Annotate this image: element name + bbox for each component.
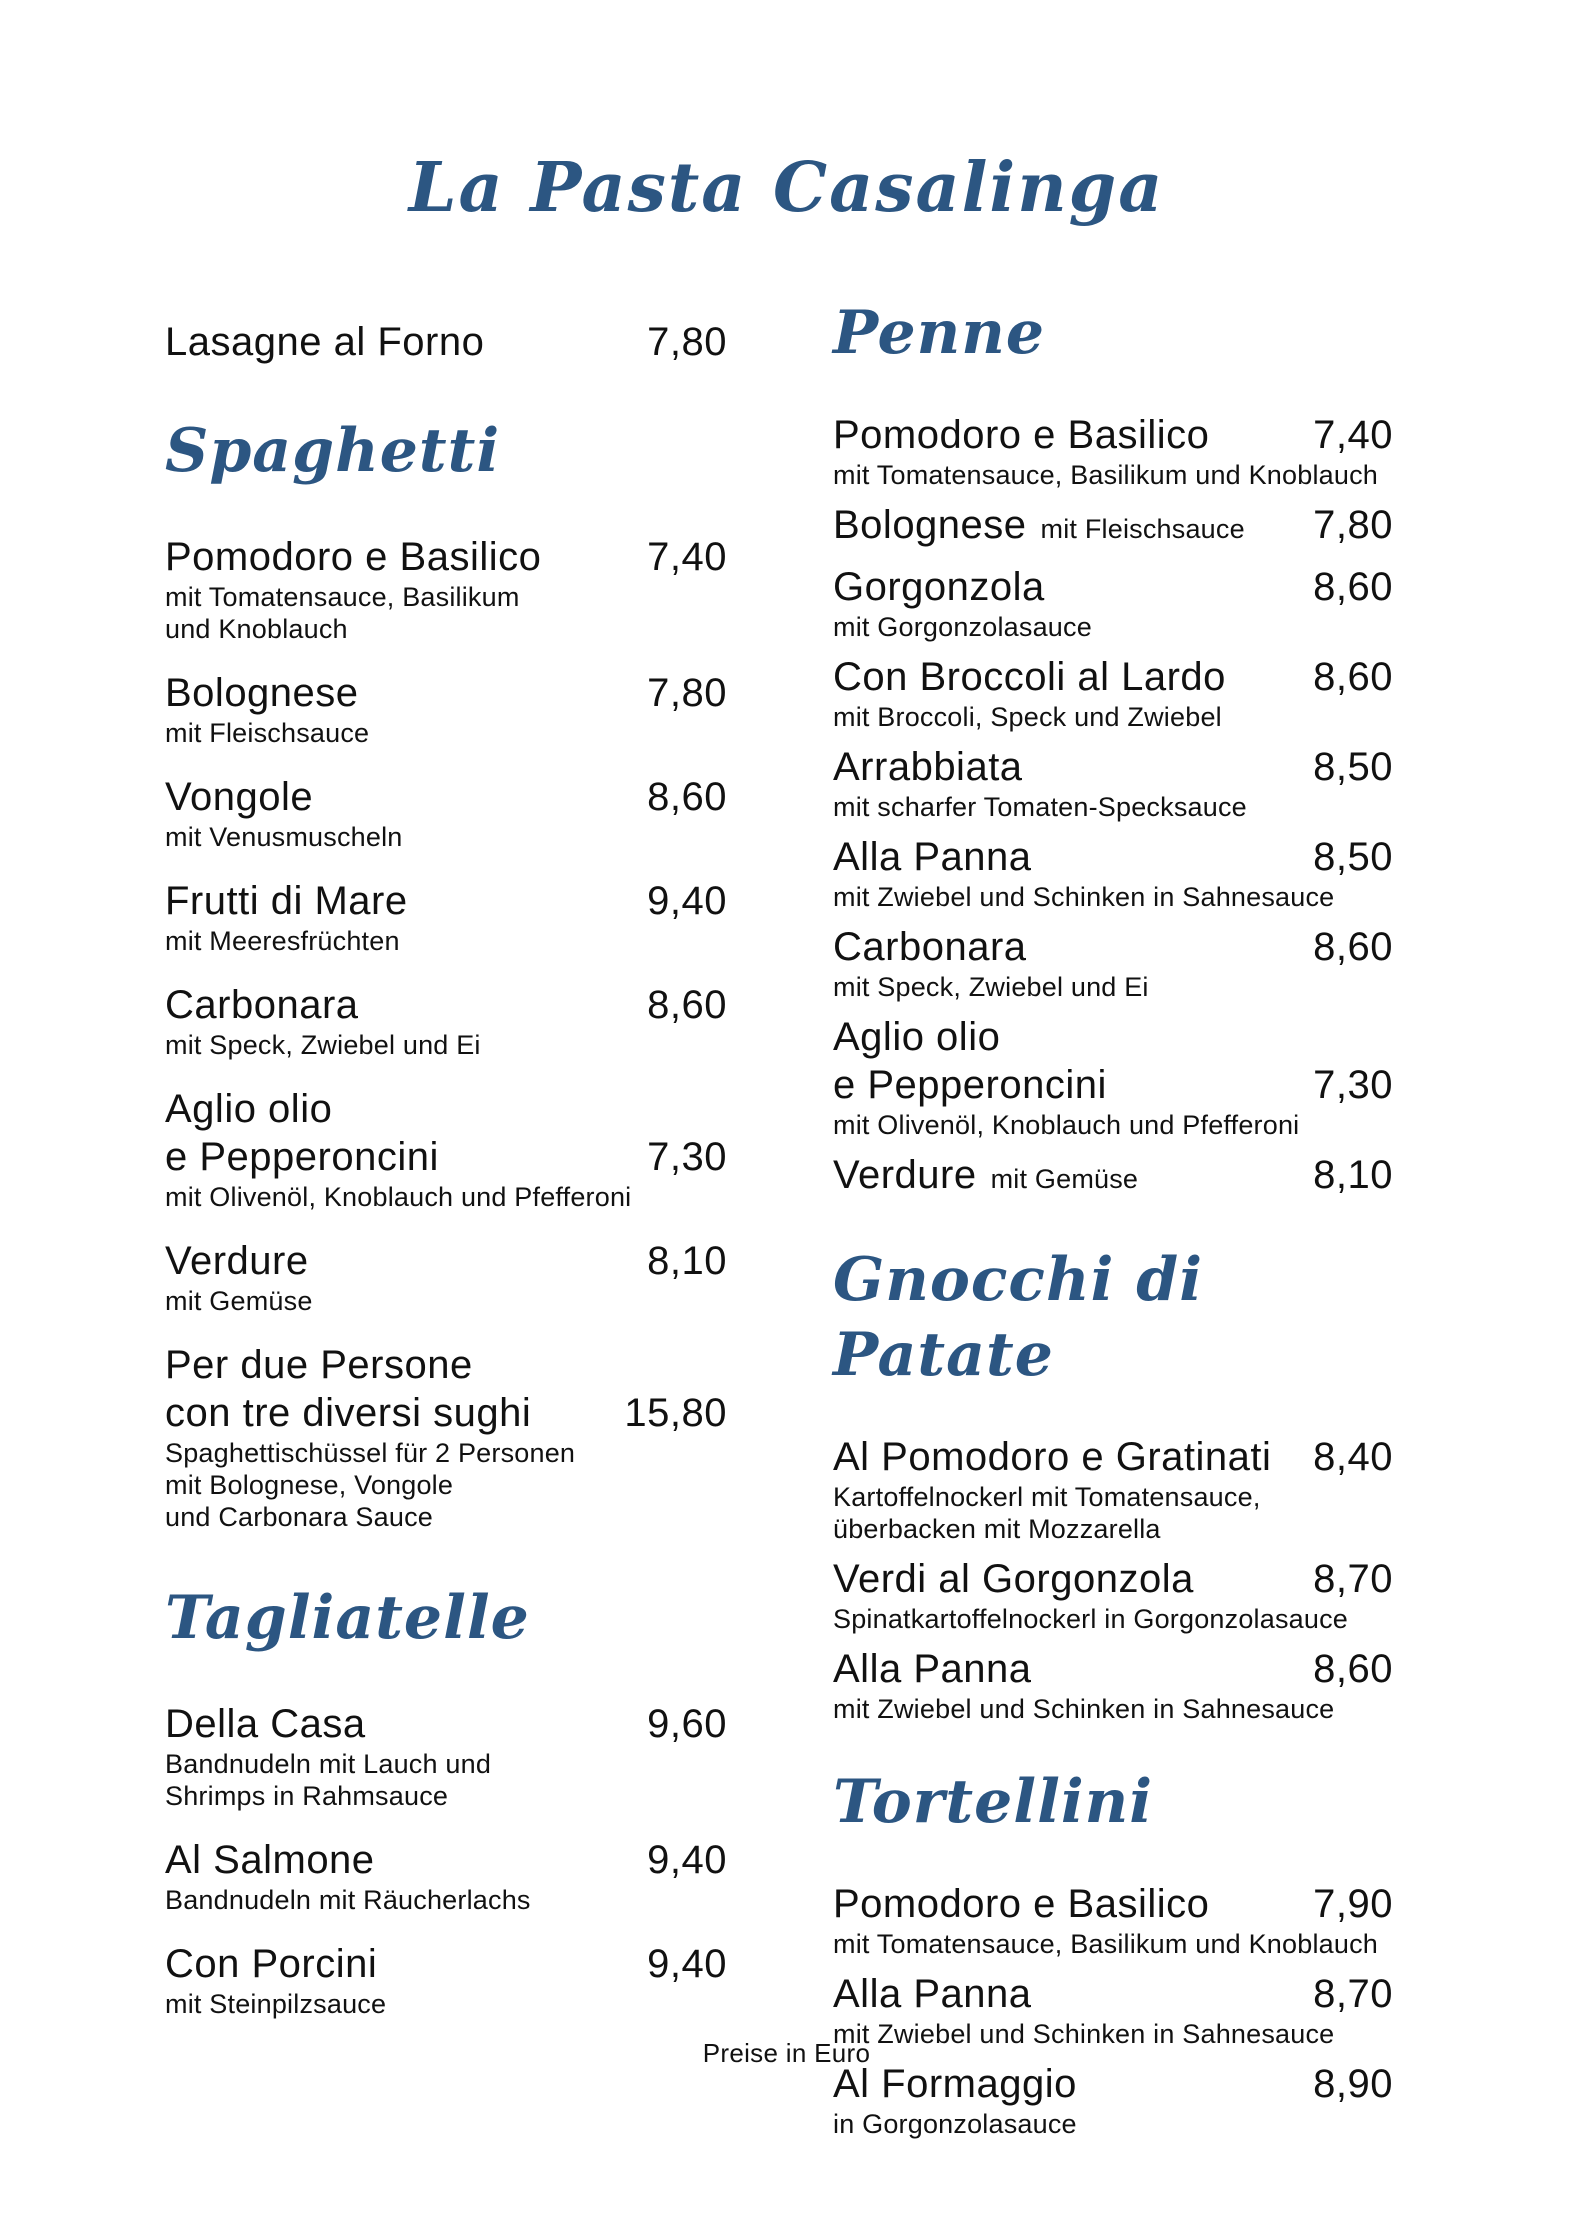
menu-item	[833, 743, 1393, 823]
item-name: Frutti di Mare	[165, 879, 408, 923]
item-name: Aglio olio	[165, 1087, 333, 1131]
item-description-line: und Knoblauch	[165, 614, 348, 644]
item-name: Alla Panna	[833, 1647, 1032, 1691]
item-price: 8,40	[1313, 1435, 1393, 1479]
item-price: 7,80	[647, 671, 727, 715]
item-price: 7,40	[647, 535, 727, 579]
item-price: 8,70	[1313, 1557, 1393, 1601]
item-description-line: mit Fleischsauce	[165, 718, 370, 748]
item-price: 8,10	[647, 1239, 727, 1283]
item-price: 8,50	[1313, 745, 1393, 789]
item-price: 8,60	[1313, 655, 1393, 699]
footer-note: Preise in Euro	[702, 2038, 871, 2068]
item-description-line: mit Olivenöl, Knoblauch und Pfefferoni	[833, 1110, 1300, 1140]
item-name: Pomodoro e Basilico	[165, 535, 542, 579]
section-heading-spaghetti: Spaghetti	[165, 416, 501, 486]
menu-item	[833, 653, 1393, 733]
item-price: 8,10	[1313, 1153, 1393, 1197]
item-description-line: mit Steinpilzsauce	[165, 1989, 387, 2019]
item-description-line: mit Bolognese, Vongole	[165, 1470, 454, 1500]
item-description-line: Shrimps in Rahmsauce	[165, 1781, 449, 1811]
item-name-line2: e Pepperoncini	[165, 1135, 439, 1179]
item-description-line: mit Zwiebel und Schinken in Sahnesauce	[833, 2019, 1335, 2049]
item-name: Aglio olio	[833, 1015, 1001, 1059]
item-description-line: Bandnudeln mit Lauch und	[165, 1749, 492, 1779]
section-heading-penne: Penne	[833, 298, 1046, 368]
section-heading-tortellini: Tortellini	[833, 1767, 1154, 1837]
menu-item	[833, 1555, 1393, 1635]
item-description-line: mit Broccoli, Speck und Zwiebel	[833, 702, 1222, 732]
menu-item	[165, 1341, 727, 1533]
item-name: Carbonara	[833, 925, 1027, 969]
section-heading-gnocchi: Gnocchi di Patate	[833, 1245, 1203, 1390]
item-price: 8,60	[1313, 925, 1393, 969]
menu-item	[165, 1836, 727, 1916]
item-name: Lasagne al Forno	[165, 320, 485, 364]
item-description-line: mit Zwiebel und Schinken in Sahnesauce	[833, 882, 1335, 912]
menu-item	[833, 923, 1393, 1003]
item-name: Verdure mit Gemüse	[833, 1153, 1139, 1197]
item-price: 7,30	[647, 1135, 727, 1179]
item-price: 8,70	[1313, 1972, 1393, 2016]
item-price: 15,80	[624, 1391, 727, 1435]
item-price: 9,60	[647, 1702, 727, 1746]
item-description-line: mit Meeresfrüchten	[165, 926, 400, 956]
menu-item-lasagne	[165, 318, 727, 366]
item-description-line: Bandnudeln mit Räucherlachs	[165, 1885, 531, 1915]
item-name: Della Casa	[165, 1702, 366, 1746]
item-description-line: mit Venusmuscheln	[165, 822, 403, 852]
item-price: 8,60	[647, 775, 727, 819]
menu-item	[833, 1151, 1393, 1203]
item-description-line: Kartoffelnockerl mit Tomatensauce,	[833, 1482, 1261, 1512]
menu-item	[165, 1237, 727, 1317]
item-description-line: mit Tomatensauce, Basilikum und Knoblauch	[833, 460, 1378, 490]
item-description-line: mit Olivenöl, Knoblauch und Pfefferoni	[165, 1182, 632, 1212]
item-price: 7,80	[647, 320, 727, 364]
item-name: Con Broccoli al Lardo	[833, 655, 1226, 699]
item-name: Alla Panna	[833, 1972, 1032, 2016]
item-description-line: Spinatkartoffelnockerl in Gorgonzolasauce	[833, 1604, 1349, 1634]
menu-item	[165, 877, 727, 957]
item-name-line2: e Pepperoncini	[833, 1063, 1107, 1107]
item-name: Bolognese	[165, 671, 359, 715]
item-name: Al Formaggio	[833, 2062, 1077, 2106]
menu-item	[833, 501, 1393, 553]
section-heading-tagliatelle: Tagliatelle	[165, 1583, 530, 1653]
item-name: Alla Panna	[833, 835, 1032, 879]
item-name: Al Pomodoro e Gratinati	[833, 1435, 1272, 1479]
item-name: Carbonara	[165, 983, 359, 1027]
menu-column-right	[833, 296, 1393, 2150]
item-name: Al Salmone	[165, 1838, 375, 1882]
item-description-line: überbacken mit Mozzarella	[833, 1514, 1161, 1544]
item-price: 8,90	[1313, 2062, 1393, 2106]
item-name: Pomodoro e Basilico	[833, 1882, 1210, 1926]
item-inline-description: mit Fleischsauce	[1040, 514, 1245, 544]
item-name: Arrabbiata	[833, 745, 1023, 789]
item-name-line2: con tre diversi sughi	[165, 1391, 532, 1435]
item-description-line: mit Gorgonzolasauce	[833, 612, 1092, 642]
item-price: 8,60	[647, 983, 727, 1027]
menu-item	[165, 773, 727, 853]
menu-item	[833, 1433, 1393, 1545]
item-description-line: mit Tomatensauce, Basilikum und Knoblauch	[833, 1929, 1378, 1959]
item-description-line: mit Speck, Zwiebel und Ei	[165, 1030, 481, 1060]
item-description-line: in Gorgonzolasauce	[833, 2109, 1077, 2139]
item-description-line: mit Gemüse	[165, 1286, 313, 1316]
item-description-line: mit Tomatensauce, Basilikum	[165, 582, 520, 612]
item-name: Vongole	[165, 775, 314, 819]
item-name: Gorgonzola	[833, 565, 1045, 609]
item-name: Bolognese mit Fleischsauce	[833, 503, 1245, 547]
menu-item	[833, 411, 1393, 491]
menu-column-left	[165, 318, 727, 2044]
menu-item	[165, 533, 727, 645]
item-description-line: mit scharfer Tomaten-Specksauce	[833, 792, 1247, 822]
menu-item	[833, 1880, 1393, 1960]
item-name: Verdure	[165, 1239, 309, 1283]
item-inline-description: mit Gemüse	[990, 1164, 1139, 1194]
item-name: Per due Persone	[165, 1343, 473, 1387]
item-price: 8,60	[1313, 1647, 1393, 1691]
item-price: 7,30	[1313, 1063, 1393, 1107]
item-price: 8,50	[1313, 835, 1393, 879]
item-price: 7,90	[1313, 1882, 1393, 1926]
item-price: 8,60	[1313, 565, 1393, 609]
menu-item	[833, 833, 1393, 913]
page-title: La Pasta Casalinga	[408, 148, 1165, 228]
menu-item	[165, 1940, 727, 2020]
menu-item	[833, 1645, 1393, 1725]
menu-item	[165, 1085, 727, 1213]
item-price: 9,40	[647, 1838, 727, 1882]
menu-item	[833, 563, 1393, 643]
menu-item	[165, 1700, 727, 1812]
item-price: 7,80	[1313, 503, 1393, 547]
item-description-line: Spaghettischüssel für 2 Personen	[165, 1438, 576, 1468]
item-description-line: mit Speck, Zwiebel und Ei	[833, 972, 1149, 1002]
item-description-line: mit Zwiebel und Schinken in Sahnesauce	[833, 1694, 1335, 1724]
item-price: 9,40	[647, 879, 727, 923]
item-description-line: und Carbonara Sauce	[165, 1502, 433, 1532]
item-price: 9,40	[647, 1942, 727, 1986]
item-name: Pomodoro e Basilico	[833, 413, 1210, 457]
item-price: 7,40	[1313, 413, 1393, 457]
item-name: Con Porcini	[165, 1942, 378, 1986]
menu-item	[165, 981, 727, 1061]
menu-item	[833, 2060, 1393, 2140]
menu-item	[833, 1013, 1393, 1141]
menu-item	[165, 669, 727, 749]
item-name: Verdi al Gorgonzola	[833, 1557, 1194, 1601]
